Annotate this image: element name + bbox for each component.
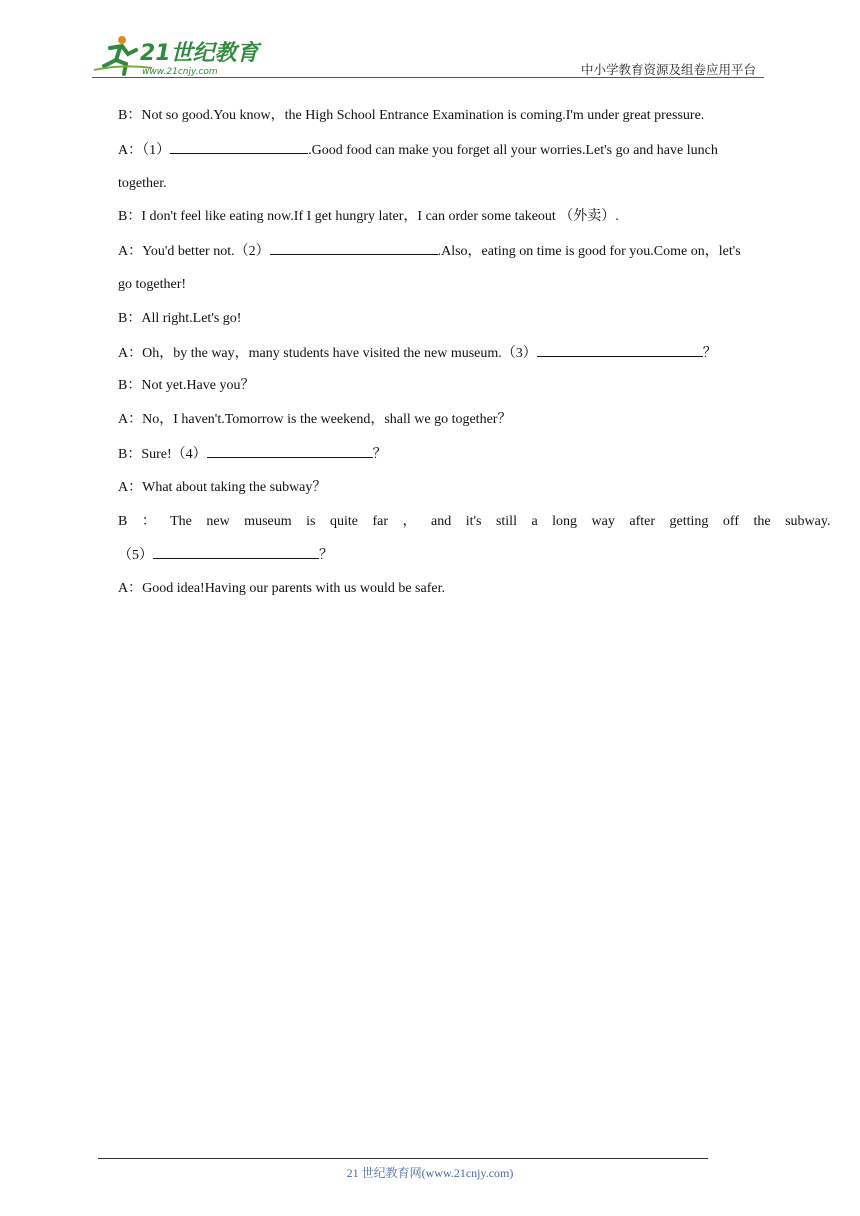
dialogue-line: A：Good idea!Having our parents with us would be safer. [118, 581, 445, 597]
dialogue-line: go together! [118, 276, 187, 292]
dialogue-line: B：Sure!（4） ？ [118, 442, 763, 476]
dialogue-line: B：Not so good.You know，the High School Entrance Examination is coming.I'm under great pressure. [118, 108, 705, 123]
answer-blank-5[interactable] [153, 543, 319, 559]
dialogue-line: A：No，I haven't.Tomorrow is the weekend，shall we go together？ [118, 412, 512, 428]
answer-blank-1[interactable] [170, 138, 308, 154]
page-header [92, 28, 764, 80]
answer-blank-3[interactable] [537, 341, 703, 357]
svg-text:www.21cnjy.com: www.21cnjy.com [142, 67, 218, 76]
dialogue-line: together. [118, 175, 167, 191]
runner-logo-icon [92, 34, 262, 76]
dialogue-line: A：Oh，by the way，many students have visited the new museum.（3） ？ [118, 341, 763, 375]
platform-title: 中小学教育资源及组卷应用平台 [580, 63, 756, 77]
dialogue-line: A：You'd better not.（2） .Also，eating on time is good for you.Come on，let's [118, 239, 763, 273]
dialogue-line: A：（1） .Good food can make you forget all your worries.Let's go and have lunch [118, 138, 763, 172]
dialogue-line: B：Not yet.Have you？ [118, 378, 255, 394]
footer-site-link[interactable]: 21 世纪教育网(www.21cnjy.com) [346, 1166, 514, 1180]
header-divider [92, 77, 764, 78]
dialogue-line: （5） ？ [118, 543, 763, 577]
dialogue-body [118, 104, 831, 611]
dialogue-line: B：All right.Let's go! [118, 310, 242, 326]
dialogue-line: A：What about taking the subway？ [118, 479, 327, 495]
dialogue-line: B ： The new museum is quite far ， and it's still a long way after getting off the subway. [118, 513, 831, 529]
dialogue-line: B：I don't feel like eating now.If I get hungry later，I can order some takeout （外卖）. [118, 209, 619, 225]
svg-text:21世纪教育: 21世纪教育 [140, 41, 259, 66]
footer-divider [98, 1158, 708, 1159]
answer-blank-2[interactable] [270, 239, 438, 255]
answer-blank-4[interactable] [207, 442, 373, 458]
site-logo [92, 34, 262, 76]
